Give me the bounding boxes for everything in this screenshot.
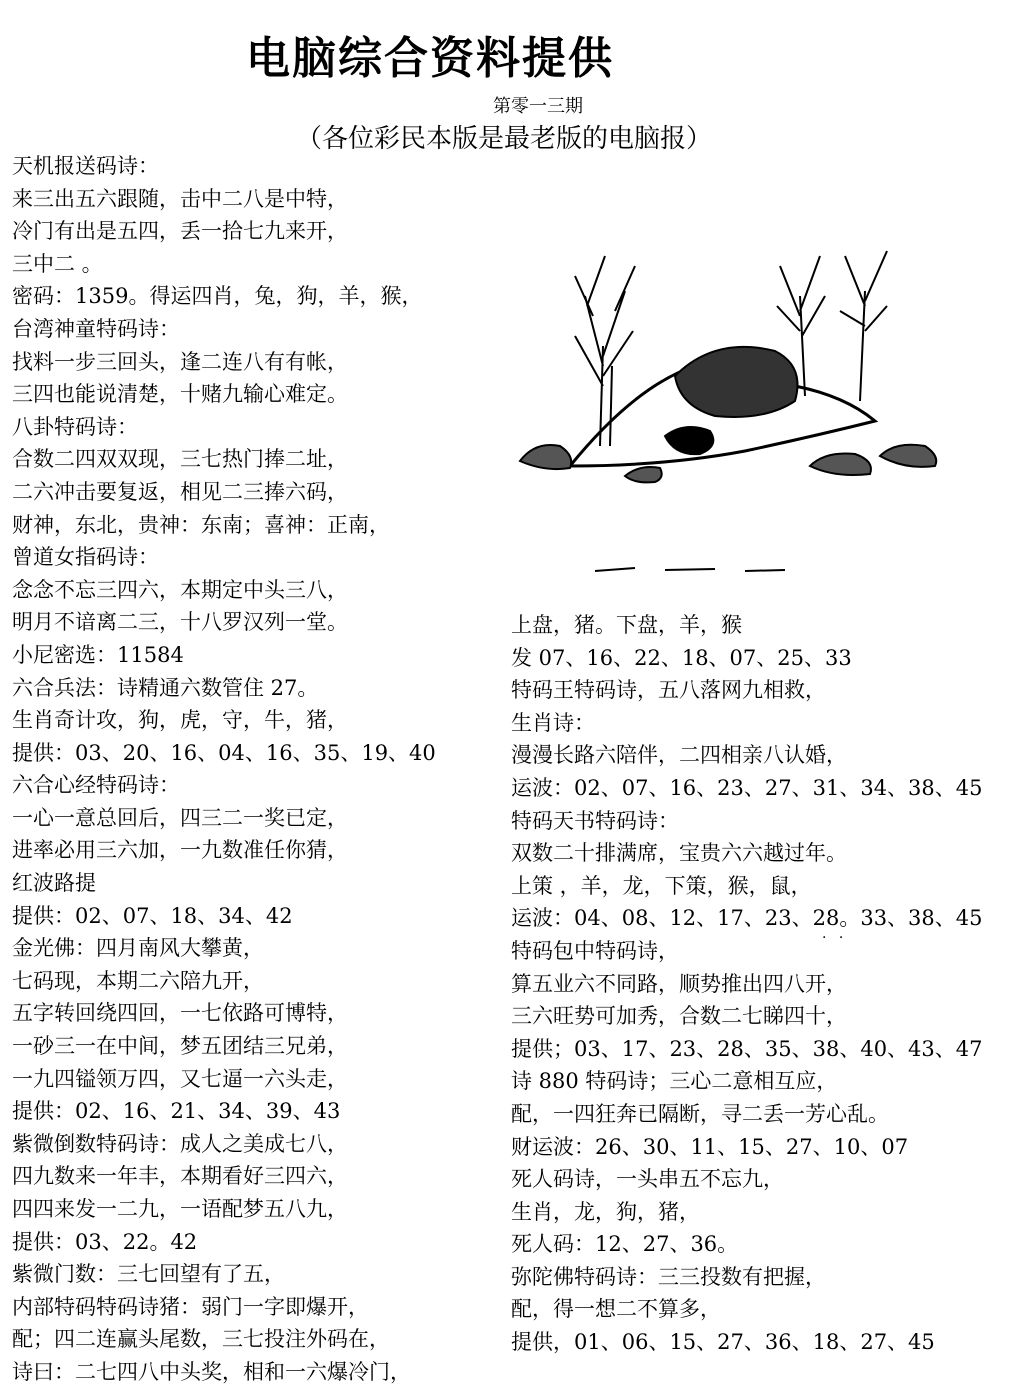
left-line: 六合心经特码诗： xyxy=(12,773,180,798)
right-line: 死人码诗，一头串五不忘九， xyxy=(511,1167,784,1192)
left-line: 来三出五六跟随，击中二八是中特， xyxy=(12,186,348,211)
left-line: 五字转回绕四回，一七依路可博特， xyxy=(12,1001,348,1026)
right-line: 弥陀佛特码诗：三三投数有把握， xyxy=(511,1264,826,1289)
issue-number: 第零一三期 xyxy=(493,96,583,117)
left-line: 天机报送码诗： xyxy=(12,154,159,178)
left-line: 念念不忘三四六，本期定中头三八， xyxy=(12,577,348,602)
right-line: 漫漫长路六陪伴，二四相亲八认婚， xyxy=(511,743,847,768)
right-line: 提供，01、06、15、27、36、18、27、45 xyxy=(511,1330,935,1355)
right-line: 特码王特码诗，五八落网九相救， xyxy=(511,678,826,703)
left-line: 提供：03、20、16、04、16、35、19、40 xyxy=(12,740,436,765)
left-line: 进率必用三六加，一九数准任你猜， xyxy=(12,838,348,863)
left-line: 生肖奇计攻，狗，虎，守，牛，猪， xyxy=(12,708,348,733)
left-line: 八卦特码诗： xyxy=(12,414,138,439)
right-line: 上策 ，羊，龙，下策，猴，鼠， xyxy=(511,873,812,898)
left-line: 提供：02、07、18、34、42 xyxy=(12,903,293,928)
left-line: 二六冲击要复返，相见二三捧六码， xyxy=(12,479,348,504)
right-line: 算五业六不同路，顺势推出四八开， xyxy=(511,971,847,996)
right-line: 特码包中特码诗， xyxy=(511,938,679,963)
left-line: 财神，东北，贵神：东南；喜神：正南， xyxy=(12,512,390,537)
left-line: 诗曰：二七四八中头奖，相和一六爆冷门， xyxy=(12,1359,411,1384)
left-line: 提供：02、16、21、34、39、43 xyxy=(12,1099,341,1124)
right-line: 配，一四狂奔已隔断，寻二丢一芳心乱。 xyxy=(511,1101,889,1126)
left-line: 七码现，本期二六陪九开， xyxy=(12,968,264,993)
decorative-dots: · · xyxy=(822,930,848,946)
right-line: 三六旺势可加秀，合数二七睇四十， xyxy=(511,1004,847,1029)
right-line: 生肖，龙，狗，猪， xyxy=(511,1199,700,1224)
left-line: 明月不谙离二三，十八罗汉列一堂。 xyxy=(12,610,348,635)
right-line: 生肖诗： xyxy=(511,710,595,735)
page-subtitle: （各位彩民本版是最老版的电脑报） xyxy=(296,124,713,154)
right-line: 死人码：12、27、36。 xyxy=(511,1232,739,1257)
right-line: 提供；03、17、23、28、35、38、40、43、47 xyxy=(511,1036,983,1061)
right-line: 双数二十排满席，宝贵六六越过年。 xyxy=(511,841,847,866)
left-line: 红波路提 xyxy=(12,871,96,896)
left-line: 找料一步三回头，逢二连八有有帐， xyxy=(12,349,348,374)
page-title: 电脑综合资料提供 xyxy=(246,33,614,84)
right-line: 上盘，猪。下盘，羊，猴 xyxy=(511,613,742,637)
right-line: 财运波：26、30、11、15、27、10、07 xyxy=(511,1134,909,1159)
right-line: 发 07、16、22、18、07、25、33 xyxy=(511,645,852,670)
left-line: 台湾神童特码诗： xyxy=(12,316,180,341)
left-line: 内部特码特码诗猪：弱门一字即爆开， xyxy=(12,1294,369,1319)
left-line: 曾道女指码诗： xyxy=(12,545,159,570)
left-column xyxy=(12,150,492,1389)
left-line: 小尼密选：11584 xyxy=(12,642,184,667)
right-line: 特码天书特码诗： xyxy=(511,808,679,833)
left-line: 密码：1359。得运四肖，兔，狗，羊，猴， xyxy=(12,284,423,309)
right-line: 配，得一想二不算多， xyxy=(511,1297,721,1322)
right-column xyxy=(511,609,1011,1359)
left-line: 提供：03、22。42 xyxy=(12,1229,198,1254)
left-line: 六合兵法：诗精通六数管住 27。 xyxy=(12,675,319,700)
left-line: 紫微门数：三七回望有了五， xyxy=(12,1262,285,1287)
left-line: 四九数来一年丰，本期看好三四六， xyxy=(12,1164,348,1189)
right-line: 运波：04、08、12、17、23、28。33、38、45 xyxy=(511,906,983,931)
left-line: 金光佛：四月南风大攀黄， xyxy=(12,936,264,961)
left-line: 四四来发一二九，一语配梦五八九， xyxy=(12,1197,348,1221)
left-line: 紫微倒数特码诗：成人之美成七八， xyxy=(12,1131,348,1156)
left-line: 合数二四双双现，三七热门捧二址， xyxy=(12,447,348,472)
left-line: 冷门有出是五四，丢一拾七九来开， xyxy=(12,219,348,244)
right-line: 运波：02、07、16、23、27、31、34、38、45 xyxy=(511,775,983,800)
left-line: 一砂三一在中间，梦五团结三兄弟， xyxy=(12,1034,348,1059)
landscape-illustration xyxy=(515,236,975,576)
left-line: 三四也能说清楚，十赌九输心难定。 xyxy=(12,382,348,407)
left-line: 一心一意总回后，四三二一奖已定， xyxy=(12,805,348,830)
left-line: 三中二 。 xyxy=(12,251,103,276)
left-line: 配；四二连赢头尾数，三七投注外码在， xyxy=(12,1327,390,1352)
right-line: 诗 880 特码诗；三心二意相互应， xyxy=(511,1069,838,1094)
left-line: 一九四镒领万四，又七逼一六头走， xyxy=(12,1066,348,1091)
